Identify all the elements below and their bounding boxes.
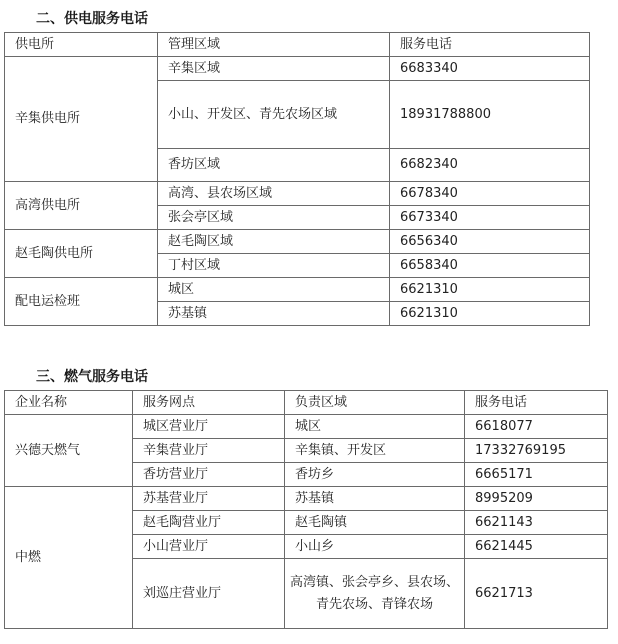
phone-cell: 6621445 <box>465 535 608 559</box>
area-cell: 小山、开发区、青先农场区域 <box>158 81 390 149</box>
outlet-cell: 刘巡庄营业厅 <box>133 559 285 629</box>
phone-cell: 8995209 <box>465 487 608 511</box>
outlet-cell: 赵毛陶营业厅 <box>133 511 285 535</box>
table-row <box>5 182 590 206</box>
header-region: 负责区域 <box>285 391 465 415</box>
power-header-row <box>5 33 590 57</box>
outlet-cell: 香坊营业厅 <box>133 463 285 487</box>
gas-section-title: 三、燃气服务电话 <box>36 369 148 385</box>
table-row <box>5 278 590 302</box>
header-area: 管理区域 <box>158 33 390 57</box>
phone-cell: 6682340 <box>390 149 590 182</box>
phone-cell: 6683340 <box>390 57 590 81</box>
phone-cell: 6656340 <box>390 230 590 254</box>
station-cell: 赵毛陶供电所 <box>5 230 158 278</box>
station-cell: 高湾供电所 <box>5 182 158 230</box>
company-cell: 中燃 <box>5 487 133 629</box>
phone-cell: 6678340 <box>390 182 590 206</box>
region-cell: 城区 <box>285 415 465 439</box>
power-service-table <box>4 32 590 326</box>
phone-cell: 6621310 <box>390 278 590 302</box>
outlet-cell: 辛集营业厅 <box>133 439 285 463</box>
area-cell: 张会亭区域 <box>158 206 390 230</box>
phone-cell: 6665171 <box>465 463 608 487</box>
station-cell: 配电运检班 <box>5 278 158 326</box>
phone-cell: 18931788800 <box>390 81 590 149</box>
area-cell: 苏基镇 <box>158 302 390 326</box>
phone-cell: 6658340 <box>390 254 590 278</box>
power-section-title: 二、供电服务电话 <box>36 11 148 27</box>
area-cell: 高湾、县农场区域 <box>158 182 390 206</box>
phone-cell: 6618077 <box>465 415 608 439</box>
table-row <box>5 415 608 439</box>
gas-header-row <box>5 391 608 415</box>
gas-service-table <box>4 390 608 629</box>
region-cell: 高湾镇、张会亭乡、县农场、青先农场、青锋农场 <box>285 559 465 629</box>
header-station: 供电所 <box>5 33 158 57</box>
outlet-cell: 苏基营业厅 <box>133 487 285 511</box>
area-cell: 香坊区域 <box>158 149 390 182</box>
station-cell: 辛集供电所 <box>5 57 158 182</box>
region-cell: 苏基镇 <box>285 487 465 511</box>
header-phone: 服务电话 <box>465 391 608 415</box>
header-phone: 服务电话 <box>390 33 590 57</box>
table-row <box>5 230 590 254</box>
region-cell: 赵毛陶镇 <box>285 511 465 535</box>
header-outlet: 服务网点 <box>133 391 285 415</box>
area-cell: 城区 <box>158 278 390 302</box>
company-cell: 兴德天燃气 <box>5 415 133 487</box>
phone-cell: 6673340 <box>390 206 590 230</box>
phone-cell: 6621143 <box>465 511 608 535</box>
header-company: 企业名称 <box>5 391 133 415</box>
phone-cell: 6621713 <box>465 559 608 629</box>
area-cell: 赵毛陶区域 <box>158 230 390 254</box>
phone-cell: 6621310 <box>390 302 590 326</box>
outlet-cell: 城区营业厅 <box>133 415 285 439</box>
area-cell: 辛集区域 <box>158 57 390 81</box>
phone-cell: 17332769195 <box>465 439 608 463</box>
region-cell: 小山乡 <box>285 535 465 559</box>
area-cell: 丁村区域 <box>158 254 390 278</box>
outlet-cell: 小山营业厅 <box>133 535 285 559</box>
region-cell: 辛集镇、开发区 <box>285 439 465 463</box>
region-cell: 香坊乡 <box>285 463 465 487</box>
table-row <box>5 57 590 81</box>
table-row <box>5 487 608 511</box>
